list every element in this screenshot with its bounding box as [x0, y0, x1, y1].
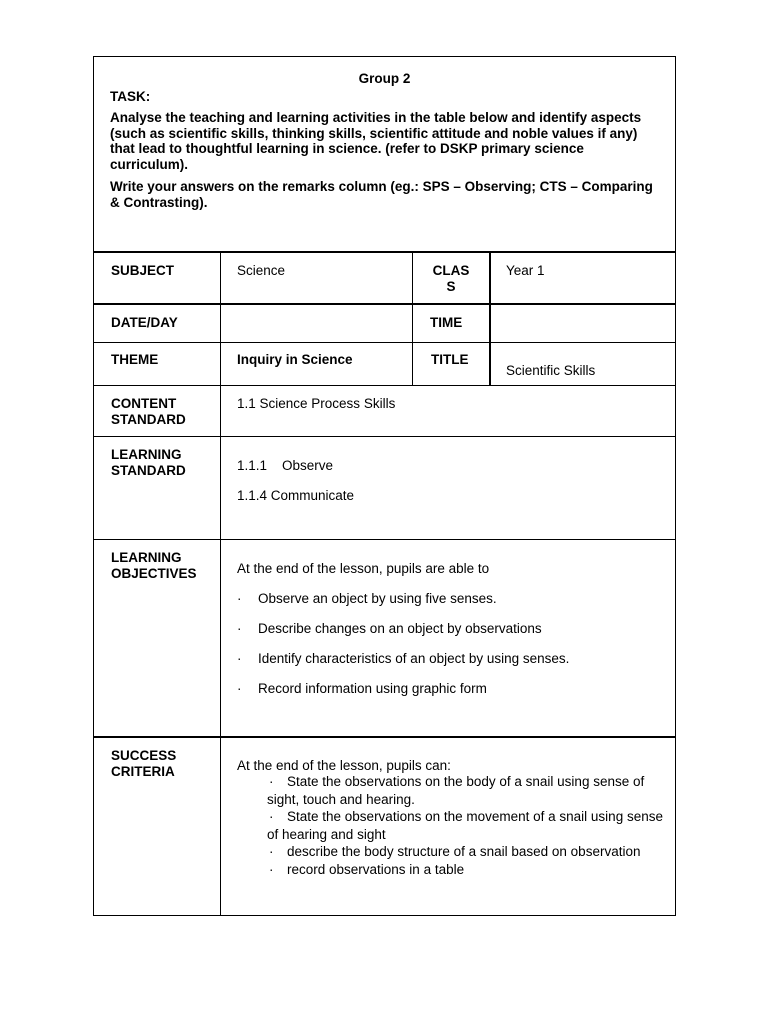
list-item: [237, 591, 657, 607]
success-criteria-label: [111, 748, 176, 779]
date-label: DATE/DAY: [111, 315, 178, 330]
learning-standard-item: 1.1.1 Observe: [237, 458, 334, 473]
learning-standard-label-line-1: LEARNING: [111, 447, 182, 462]
criterion-text: record observations in a table: [287, 861, 465, 877]
rule-after-content: [94, 436, 675, 437]
rule-label-column: [220, 252, 221, 916]
criterion-text: State the observations on the body of a snail using sense of sight, touch and hearing.: [267, 774, 645, 807]
rule-after-subject: [94, 303, 675, 305]
list-item: [237, 651, 657, 667]
bullet-icon: ·: [269, 861, 274, 877]
bullet-icon: ·: [269, 809, 274, 824]
objective-text: Record information using graphic form: [258, 681, 487, 696]
subject-label: SUBJECT: [111, 263, 175, 278]
document-frame: [93, 56, 676, 916]
theme-value: Inquiry in Science: [237, 352, 353, 367]
criteria-intro: At the end of the lesson, pupils can:: [237, 758, 451, 773]
criterion-text: State the observations on the movement of a snail using sense of hearing and sight: [267, 809, 663, 842]
class-label-line-2: S: [446, 279, 456, 294]
learning-standard-label-line-2: STANDARD: [111, 462, 186, 478]
list-item: [237, 621, 657, 637]
rule-top-table: [94, 251, 675, 253]
task-answer-instructions: Write your answers on the remarks column (eg.: SPS – Observing; CTS – Comparing & Contrasting).: [110, 179, 653, 210]
bullet-icon: ·: [237, 621, 242, 636]
list-item: [237, 681, 657, 697]
objectives-list: [237, 591, 657, 711]
list-item: [237, 808, 667, 843]
list-item: [237, 843, 667, 861]
subject-value: Science: [237, 263, 286, 278]
criteria-list: [237, 773, 667, 878]
bullet-icon: ·: [237, 681, 242, 696]
content-standard-label-line-1: CONTENT: [111, 396, 177, 411]
bullet-icon: ·: [269, 844, 274, 859]
success-criteria-label-line-2: CRITERIA: [111, 763, 175, 779]
objective-text: Identify characteristics of an object by using senses.: [258, 651, 570, 666]
time-label: TIME: [430, 315, 463, 330]
objectives-intro: At the end of the lesson, pupils are able to: [237, 561, 490, 576]
rule-after-date: [94, 342, 675, 343]
learning-standard-item: 1.1.4 Communicate: [237, 488, 355, 503]
task-instructions: Analyse the teaching and learning activities in the table below and identify aspects (such as scientific skills, thinking skills, scientific attitude and noble values if any) that lead to thoughtful learning in science. (refer to DSKP primary science curriculum).: [110, 110, 642, 172]
title-label: TITLE: [431, 352, 469, 367]
content-standard-value: 1.1 Science Process Skills: [237, 396, 396, 411]
rule-after-theme: [94, 385, 675, 386]
learning-standard-label: [111, 447, 186, 478]
bullet-icon: ·: [237, 591, 242, 606]
objective-text: Observe an object by using five senses.: [258, 591, 497, 606]
learning-objectives-label: [111, 550, 197, 581]
task-label: TASK:: [110, 88, 151, 104]
content-standard-label-line-2: STANDARD: [111, 411, 186, 427]
learning-objectives-label-line-2: OBJECTIVES: [111, 565, 197, 581]
rule-after-learning-standard: [94, 539, 675, 540]
class-label-line-1: CLAS: [432, 263, 470, 278]
content-standard-label: [111, 396, 186, 427]
success-criteria-label-line-1: SUCCESS: [111, 748, 177, 763]
title-value: Scientific Skills: [506, 363, 596, 378]
class-value: Year 1: [506, 263, 545, 278]
objective-text: Describe changes on an object by observations: [258, 621, 542, 636]
bullet-icon: ·: [269, 774, 274, 789]
rule-right-column: [489, 252, 491, 386]
list-item: [237, 861, 667, 879]
criterion-text: describe the body structure of a snail based on observation: [287, 844, 641, 859]
group-title: Group 2: [358, 71, 411, 86]
task-section: [94, 57, 675, 252]
theme-label: THEME: [111, 352, 159, 367]
rule-after-objectives: [94, 736, 675, 738]
bullet-icon: ·: [237, 651, 242, 666]
list-item: [237, 773, 667, 808]
learning-objectives-label-line-1: LEARNING: [111, 550, 182, 565]
class-label: [413, 263, 489, 295]
